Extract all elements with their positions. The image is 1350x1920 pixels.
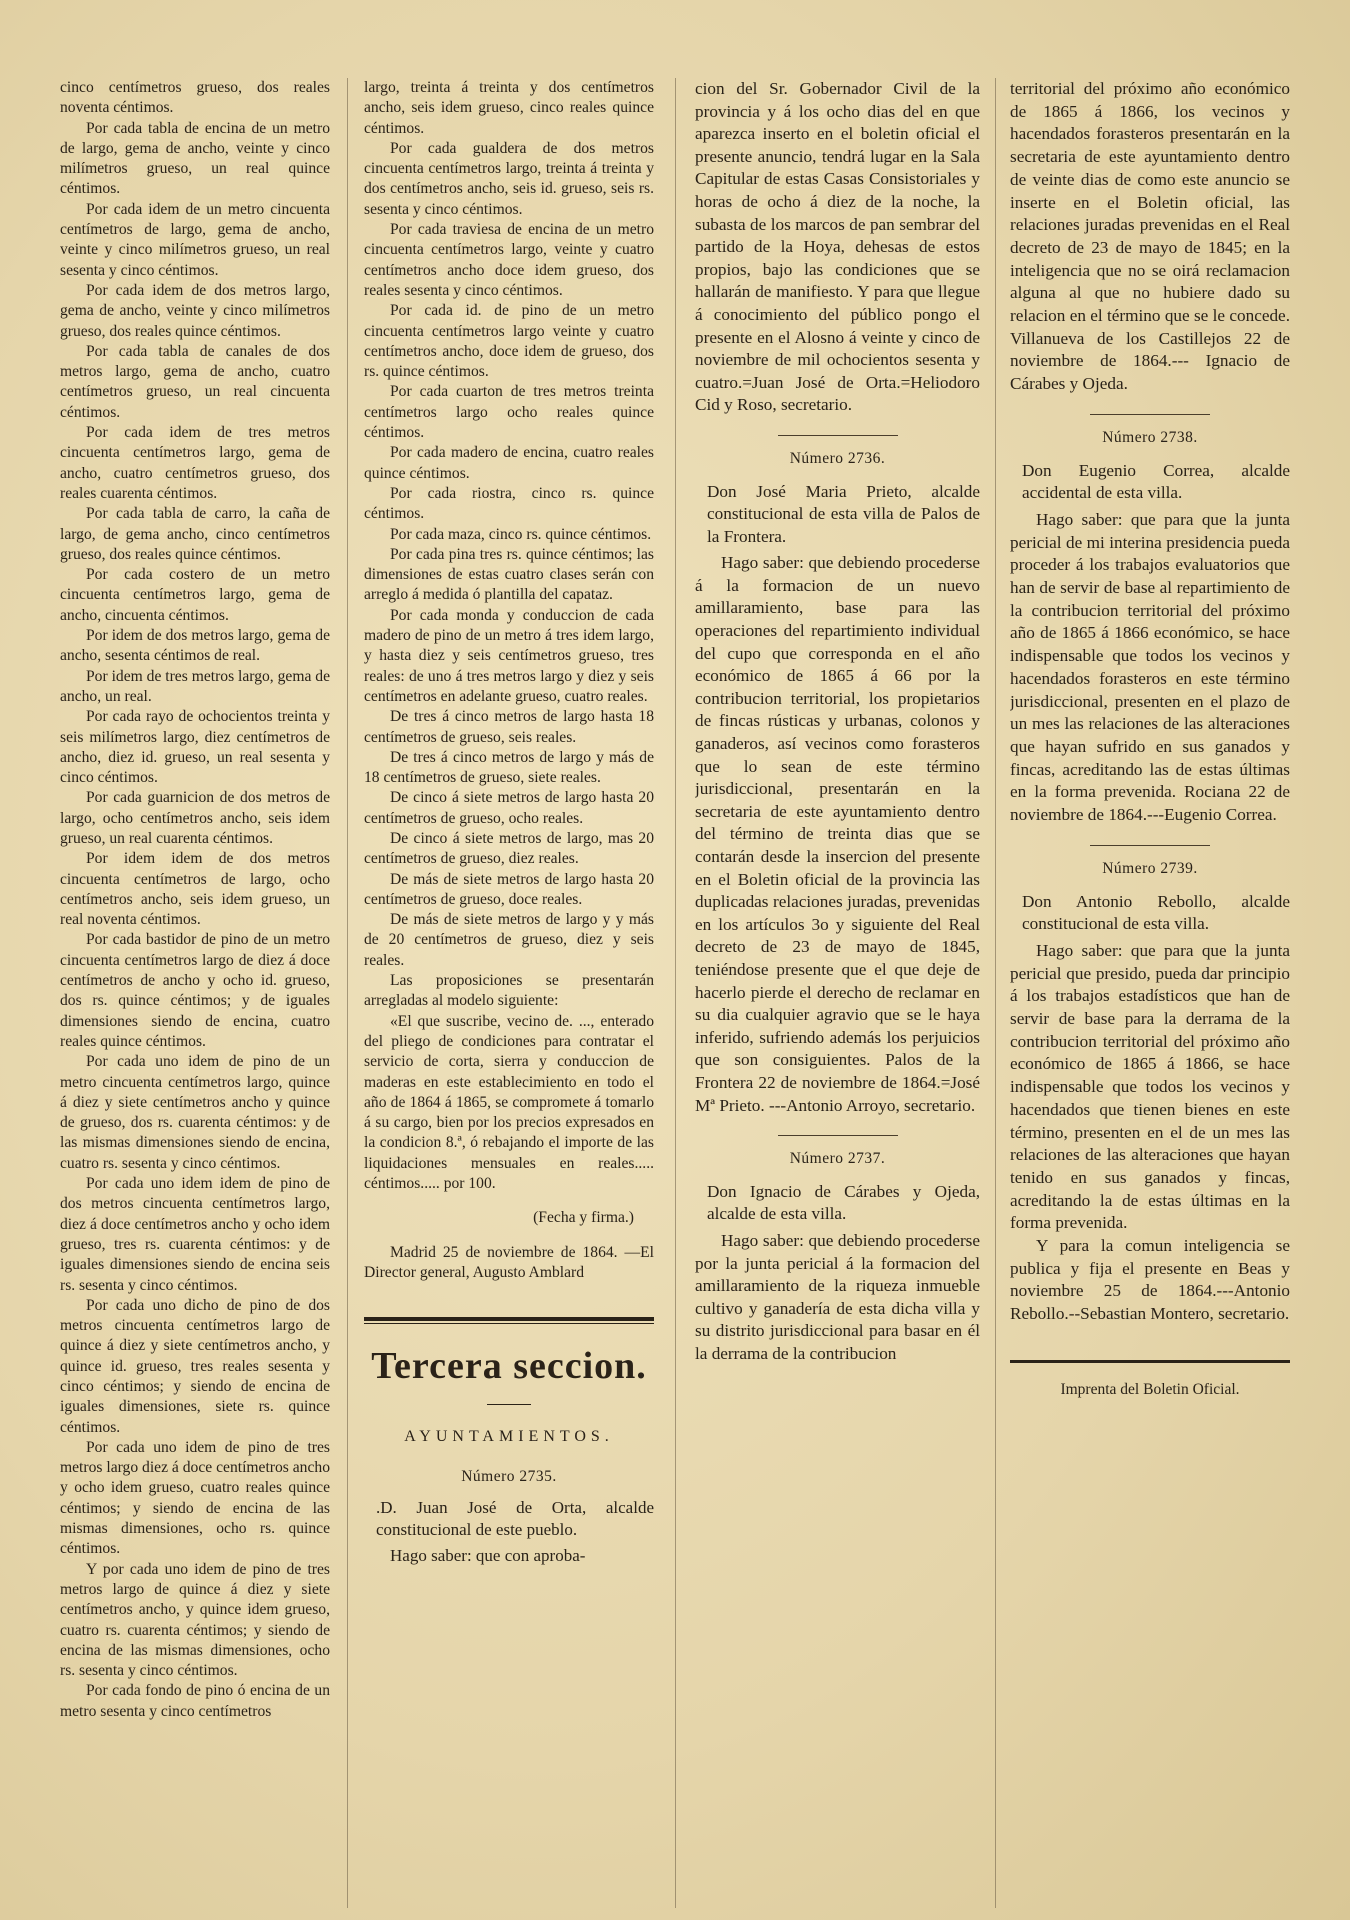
paragraph: Por cada id. de pino de un metro cincuenta centímetros largo veinte y cuatro centímetros ancho, doce idem de grueso, dos rs. quince céntimos. [364,302,654,381]
notice-body: territorial del próximo año económico de 1865 á 1866, los vecinos y hacendados forasteros presentarán en la secretaria de este ayuntamiento dentro de veinte dias de como este anuncio se inserte en el Boletin oficial, las relaciones juradas prevenidas en el Real decreto de 23 de mayo de 1845; en la inteligencia que no se oirá reclamacion alguna al que no hubiere dado su relacion en el término que se le concede. Villanueva de los Castillejos 22 de noviembre de 1864.--- Ignacio de Cárabes y Ojeda. [1010,79,1290,394]
paragraph: Por cada rayo de ochocientos treinta y seis milímetros largo, diez centímetros de ancho, diez id. grueso, un real sesenta y cinco céntimos. [60,708,330,787]
column-rule-3 [995,78,996,1908]
paragraph: Por cada tabla de canales de dos metros largo, gema de ancho, cuatro centímetros grueso, un real cincuenta céntimos. [60,342,330,421]
paragraph: Por cada bastidor de pino de un metro cincuenta centímetros largo de diez á doce centímetros de ancho y ocho id. grueso, dos rs. quince céntimos; y de iguales dimensiones siendo de encina, cuatro reales quince céntimos. [60,931,330,1050]
paragraph: Por cada uno dicho de pino de dos metros cincuenta centímetros largo de quince á diez y siete centímetros ancho, y quince id. grueso, tres reales sesenta y cinco céntimos; y siendo de encina de iguales dimensiones, siete rs. quince céntimos. [60,1296,330,1436]
notice-body: Hago saber: que debiendo procederse por la junta pericial á la formacion del amillaramiento de la riqueza inmueble cultivo y ganadería de esta dicha villa y su distrito jurisdiccional para basar en él la derrama de la contribucion [695,1230,980,1363]
paragraph: Por cada tabla de carro, la caña de largo, de gema ancho, cinco centímetros grueso, dos reales quince céntimos. [60,505,330,563]
paragraph: Por cada pina tres rs. quince céntimos; las dimensiones de estas cuatro clases serán con arreglo á medida ó plantilla del capataz. [364,545,654,604]
title-dash [364,1394,654,1414]
paragraph: Por cada cuarton de tres metros treinta centímetros largo ocho reales quince céntimos. [364,383,654,442]
printer-imprint: Imprenta del Boletin Oficial. [1060,1380,1240,1398]
paragraph: Por cada uno idem idem de pino de dos metros cincuenta centímetros largo, diez á doce centímetros ancho y ocho idem grueso, tres rs. cuarenta céntimos: y de iguales dimensiones siendo de encina seis rs. sesenta y cinco céntimos. [60,1175,330,1294]
paragraph: Por cada gualdera de dos metros cincuenta centímetros largo, treinta á treinta y dos centímetros ancho, seis id. grueso, seis rs. sesenta y cinco céntimos. [364,139,654,218]
notice-body: cion del Sr. Gobernador Civil de la provincia y á los ocho dias del en que aparezca inserto en el boletin oficial el presente anuncio, tendrá lugar en la Sala Capitular de estas Casas Consistoriales y horas de ocho á diez de la noche, la subasta de los marcos de pan sembrar del partido de la Hoya, dehesas de estos propios, bajo las condiciones que se hallarán de manifiesto. Y para que llegue á conocimiento del público pongo el presente en el Alosno á veinte y cinco de noviembre de mil ochocientos sesenta y cuatro.=Juan José de Orta.=Heliodoro Cid y Roso, secretario. [695,79,980,415]
paragraph: Por cada idem de dos metros largo, gema de ancho, veinte y cinco milímetros grueso, dos reales quince céntimos. [60,281,330,340]
notice-heading: .D. Juan José de Orta, alcalde constitucional de este pueblo. [376,1498,654,1540]
column-2 [364,78,654,1908]
paragraph: De tres á cinco metros de largo hasta 18 centímetros de grueso, seis reales. [364,708,654,746]
paragraph: Por cada tabla de encina de un metro de largo, gema de ancho, veinte y cinco milímetros grueso, un real quince céntimos. [60,119,330,198]
paragraph: Por cada monda y conduccion de cada madero de pino de un metro á tres idem largo, y hasta diez y seis centímetros grueso, tres reales: de uno á tres metros largo y diez y seis centímetros en adelante grueso, cuatro reales. [364,606,654,705]
paragraph: Por cada uno idem de pino de tres metros largo diez á doce centímetros ancho y ocho idem grueso, cuatro reales quince céntimos; y siendo de encina de las mismas dimensiones, ocho rs. quince céntimos. [60,1438,330,1558]
notice-heading: Don Ignacio de Cárabes y Ojeda, alcalde de esta villa. [707,1181,980,1224]
paragraph: De más de siete metros de largo hasta 20 centímetros de grueso, doce reales. [364,870,654,908]
paragraph: Por cada fondo de pino ó encina de un metro sesenta y cinco centímetros [60,1682,330,1720]
subsection-title: AYUNTAMIENTOS. [404,1427,614,1445]
paragraph: Por idem de dos metros largo, gema de ancho, sesenta céntimos de real. [60,627,330,665]
notice-body: Hago saber: que para que la junta pericial que presido, pueda dar principio á los trabajos estadísticos que han de servir de base para la derrama de la contribucion territorial del próximo año económico de 1865 á 1866, se hace indispensable que todos los vecinos y hacendados que tienen bienes en este término, presenten en el de un mes las relaciones de las alteraciones que hayan tenido en sus ganados y fincas, acreditando la de estas últimas en la forma prevenida. [1010,940,1290,1233]
paragraph: De cinco á siete metros de largo, mas 20 centímetros de grueso, diez reales. [364,829,654,868]
notice-number: Número 2739. [1102,859,1198,877]
paragraph: Por cada costero de un metro cincuenta centímetros largo, gema de ancho, cincuenta céntimos. [60,566,330,624]
notice-number: Número 2738. [1102,428,1198,446]
column-rule-1 [347,78,348,1908]
paragraph: De cinco á siete metros de largo hasta 20 centímetros de grueso, ocho reales. [364,789,654,827]
paragraph: Por idem de tres metros largo, gema de ancho, un real. [60,667,330,705]
column-1 [60,78,330,1908]
paragraph: largo, treinta á treinta y dos centímetros ancho, seis idem grueso, cinco reales quince céntimos. [364,79,654,137]
section-rule [364,1317,654,1321]
notice-heading: Don José Maria Prieto, alcalde constitucional de esta villa de Palos de la Frontera. [707,481,980,546]
paragraph: Por cada uno idem de pino de un metro cincuenta centímetros largo, quince á diez y siete centímetros ancho y quince de grueso, dos rs. cuarenta céntimos: y de las mismas dimensiones siendo de encina, cuatro rs. sesenta y cinco céntimos. [60,1053,330,1172]
column-3 [695,78,980,1908]
footer-rule [1010,1360,1290,1363]
paragraph: Por cada madero de encina, cuatro reales quince céntimos. [364,444,654,482]
notice-heading: Don Eugenio Correa, alcalde accidental de esta villa. [1022,460,1290,503]
paragraph: Por cada riostra, cinco rs. quince céntimos. [364,484,654,523]
notice-body: Y para la comun inteligencia se publica y fija el presente en Beas y noviembre 25 de 1864.---Antonio Rebollo.--Sebastian Montero, secretario. [1010,1236,1290,1324]
paragraph: Por cada guarnicion de dos metros de largo, ocho centímetros ancho, seis idem grueso, un real cuarenta céntimos. [60,789,330,847]
paragraph: De más de siete metros de largo y y más de 20 centímetros de grueso, diez y seis reales. [364,911,654,969]
separator [778,435,898,436]
notice-body: Hago saber: que debiendo procederse á la formacion de un nuevo amillaramiento, base para las operaciones del repartimiento individual del cupo que corresponda en el año económico de 1865 á 66 por la contribucion territorial, los propietarios de fincas rústicas y urbanas, colonos y ganaderos, así vecinos como forasteros que lo sean de este término jurisdiccional, presentarán en la secretaria de este ayuntamiento dentro del término de treinta dias que se contarán desde la insercion del presente en el Boletin oficial de la provincia las duplicadas relaciones juradas, prevenidas en los artículos 3o y siguiente del Real decreto de 23 de mayo de 1845, teniéndose presente que el que deje de hacerlo pierde el derecho de reclamar en su dia cualquier agravio que se le haya inferido, sufriendo además los perjuicios que son consiguientes. Palos de la Frontera 22 de noviembre de 1864.=José Mª Prieto. ---Antonio Arroyo, secretario. [695,553,980,1115]
paragraph: Por cada idem de un metro cincuenta centímetros de largo, gema de ancho, veinte y cinco milímetros grueso, un real sesenta y cinco céntimos. [60,200,330,279]
paragraph: cinco centímetros grueso, dos reales noventa céntimos. [60,79,330,117]
separator [1090,414,1210,415]
date-line: Madrid 25 de noviembre de 1864. —El Director general, Augusto Amblard [364,1243,654,1281]
signature-line: (Fecha y firma.) [533,1209,634,1227]
column-4 [1010,78,1290,1908]
paragraph: Las proposiciones se presentarán arregladas al modelo siguiente: [364,972,654,1010]
paragraph: Por cada idem de tres metros cincuenta centímetros largo, gema de ancho, cuatro centímetros grueso, dos reales cuarenta céntimos. [60,424,330,502]
notice-body: Hago saber: que para que la junta pericial de mi interina presidencia pueda proceder á los trabajos evaluatorios que han de servir de base al repartimiento de la contribucion territorial del próximo año de 1865 á 1866 económico, se hace indispensable que todos los vecinos y hacendados forasteros en este término jurisdiccional, presenten en el plazo de un mes las relaciones de las alteraciones que hayan sufrido en sus ganados y fincas, acreditando las de estas últimas en la forma prevenida. Rociana 22 de noviembre de 1864.---Eugenio Correa. [1010,509,1290,825]
paragraph: De tres á cinco metros de largo y más de 18 centímetros de grueso, siete reales. [364,748,654,787]
notice-number: Número 2735. [461,1467,557,1485]
paragraph: Por cada traviesa de encina de un metro cincuenta centímetros largo, veinte y cuatro centímetros ancho doce idem grueso, dos reales sesenta y cinco céntimos. [364,221,654,299]
paragraph: Y por cada uno idem de pino de tres metros largo de quince á diez y siete centímetros ancho, y quince idem grueso, cuatro rs. cuarenta céntimos; y siendo de encina de las mismas dimensiones, ocho rs. sesenta y cinco céntimos. [60,1560,330,1680]
paragraph: «El que suscribe, vecino de. ..., enterado del pliego de condiciones para contratar el servicio de corta, sierra y conduccion de maderas en este establecimiento en todo el año de 1864 á 1865, se compromete á tomarlo á su cargo, bien por los precios expresados en la condicion 8.ª, ó rebajando el importe de las liquidaciones mensuales en reales..... céntimos..... por 100. [364,1012,654,1193]
separator [1090,845,1210,846]
notice-heading: Don Antonio Rebollo, alcalde constitucional de esta villa. [1022,891,1290,934]
notice-body: Hago saber: que con aproba- [390,1546,586,1566]
separator [778,1135,898,1136]
column-rule-2 [675,78,676,1908]
paragraph: Por idem idem de dos metros cincuenta centímetros de largo, ocho centímetros ancho, seis idem grueso, un real noventa céntimos. [60,850,330,929]
notice-number: Número 2736. [789,449,886,467]
section-title: Tercera seccion. [371,1345,647,1388]
paragraph: Por cada maza, cinco rs. quince céntimos. [390,525,652,543]
notice-number: Número 2737. [789,1150,886,1168]
section-rule-thin [364,1323,654,1324]
